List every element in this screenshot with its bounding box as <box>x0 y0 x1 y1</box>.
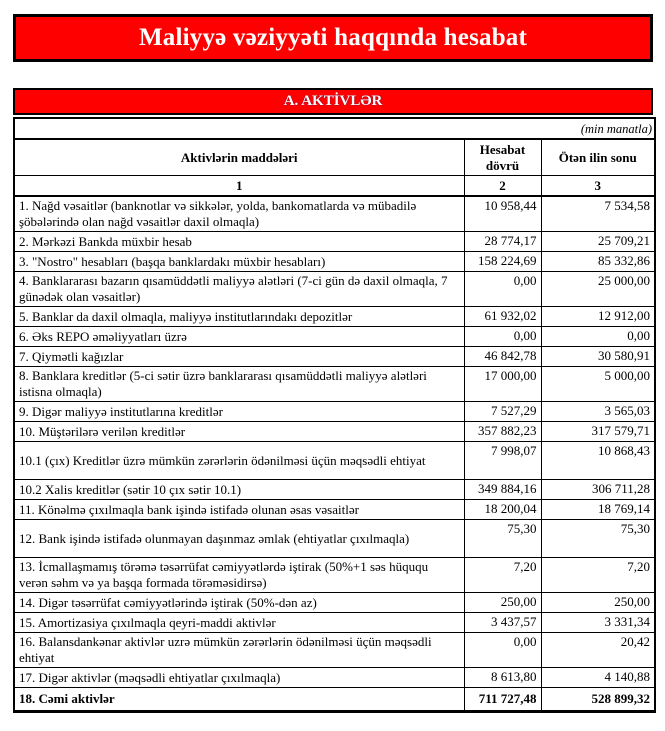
table-row <box>14 327 655 347</box>
row-value-current-period: 7 527,29 <box>464 402 541 422</box>
table-row <box>14 347 655 367</box>
table-row <box>14 252 655 272</box>
row-value-current-period: 28 774,17 <box>464 232 541 252</box>
row-label: 12. Bank işində istifadə olunmayan daşınmaz əmlak (ehtiyatlar çıxılmaqla) <box>14 520 464 558</box>
column-number-2: 2 <box>464 176 541 197</box>
table-row <box>14 558 655 593</box>
table-row <box>14 422 655 442</box>
table-row <box>14 367 655 402</box>
row-value-current-period: 8 613,80 <box>464 668 541 688</box>
row-label: 10.1 (çıx) Kreditlər üzrə mümkün zərərlərin ödənilməsi üçün məqsədli ehtiyat <box>14 442 464 480</box>
row-value-previous-year-end: 306 711,28 <box>541 480 655 500</box>
row-value-current-period: 18 200,04 <box>464 500 541 520</box>
table-row <box>14 593 655 613</box>
header-current-period: Hesabat dövrü <box>464 139 541 176</box>
row-value-current-period: 711 727,48 <box>464 688 541 712</box>
row-label: 1. Nağd vəsaitlər (banknotlar və sikkələr, yolda, bankomatlarda və mübadilə şöbələrində olan nağd vəsaitlər daxil olmaqla) <box>14 196 464 232</box>
row-value-current-period: 158 224,69 <box>464 252 541 272</box>
row-label: 3. "Nostro" hesabları (başqa banklardakı müxbir hesabları) <box>14 252 464 272</box>
row-value-previous-year-end: 85 332,86 <box>541 252 655 272</box>
row-label: 9. Digər maliyyə institutlarına kreditlər <box>14 402 464 422</box>
row-label: 14. Digər təsərrüfat cəmiyyətlərində iştirak (50%-dən az) <box>14 593 464 613</box>
row-label: 15. Amortizasiya çıxılmaqla qeyri-maddi aktivlər <box>14 613 464 633</box>
row-value-previous-year-end: 18 769,14 <box>541 500 655 520</box>
table-row <box>14 480 655 500</box>
table-row <box>14 668 655 688</box>
section-banner-assets <box>13 88 653 115</box>
row-label: 6. Əks REPO əməliyyatları üzrə <box>14 327 464 347</box>
row-value-previous-year-end: 10 868,43 <box>541 442 655 480</box>
section-title: A. AKTİVLƏR <box>283 93 383 109</box>
row-label: 4. Banklararası bazarın qısamüddətli maliyyə alətləri (7-ci gün də daxil olmaqla, 7 günədək olan vəsaitlər) <box>14 272 464 307</box>
header-items-column: Aktivlərin maddələri <box>14 139 464 176</box>
row-value-previous-year-end: 250,00 <box>541 593 655 613</box>
row-value-current-period: 17 000,00 <box>464 367 541 402</box>
assets-table-body <box>14 118 655 712</box>
row-value-current-period: 61 932,02 <box>464 307 541 327</box>
table-header-row <box>14 139 655 176</box>
row-label: 11. Könəlmə çıxılmaqla bank işində istifadə olunan əsas vəsaitlər <box>14 500 464 520</box>
column-number-1: 1 <box>14 176 464 197</box>
row-value-previous-year-end: 317 579,71 <box>541 422 655 442</box>
row-value-previous-year-end: 5 000,00 <box>541 367 655 402</box>
row-value-current-period: 10 958,44 <box>464 196 541 232</box>
row-value-previous-year-end: 3 331,34 <box>541 613 655 633</box>
row-value-previous-year-end: 528 899,32 <box>541 688 655 712</box>
row-value-current-period: 75,30 <box>464 520 541 558</box>
row-value-previous-year-end: 30 580,91 <box>541 347 655 367</box>
table-row <box>14 500 655 520</box>
table-row <box>14 196 655 232</box>
report-page <box>0 14 665 731</box>
table-row <box>14 613 655 633</box>
unit-note-row <box>14 118 655 139</box>
table-row <box>14 232 655 252</box>
row-value-current-period: 357 882,23 <box>464 422 541 442</box>
assets-table <box>13 117 656 713</box>
row-value-current-period: 46 842,78 <box>464 347 541 367</box>
column-number-row <box>14 176 655 197</box>
header-previous-year-end: Ötən ilin sonu <box>541 139 655 176</box>
table-row <box>14 442 655 480</box>
row-value-current-period: 0,00 <box>464 272 541 307</box>
table-row <box>14 272 655 307</box>
row-value-current-period: 3 437,57 <box>464 613 541 633</box>
row-label: 16. Balansdankənar aktivlər uzrə mümkün zərərlərin ödənilməsi üçün məqsədli ehtiyat <box>14 633 464 668</box>
report-title: Maliyyə vəziyyəti haqqında hesabat <box>138 24 528 51</box>
row-label: 2. Mərkəzi Bankda müxbir hesab <box>14 232 464 252</box>
row-value-previous-year-end: 4 140,88 <box>541 668 655 688</box>
row-label: 18. Cəmi aktivlər <box>14 688 464 712</box>
column-number-3: 3 <box>541 176 655 197</box>
row-label: 5. Banklar da daxil olmaqla, maliyyə institutlarındakı depozitlər <box>14 307 464 327</box>
table-row <box>14 307 655 327</box>
row-value-previous-year-end: 25 000,00 <box>541 272 655 307</box>
row-value-current-period: 7,20 <box>464 558 541 593</box>
row-label: 10. Müştərilərə verilən kreditlər <box>14 422 464 442</box>
row-value-previous-year-end: 7 534,58 <box>541 196 655 232</box>
row-label: 10.2 Xalis kreditlər (sətir 10 çıx sətir 10.1) <box>14 480 464 500</box>
table-row <box>14 402 655 422</box>
row-value-previous-year-end: 75,30 <box>541 520 655 558</box>
unit-note: (min manatla) <box>14 118 655 139</box>
report-title-banner <box>13 14 653 62</box>
row-value-previous-year-end: 0,00 <box>541 327 655 347</box>
table-row <box>14 520 655 558</box>
row-value-current-period: 0,00 <box>464 633 541 668</box>
table-row <box>14 633 655 668</box>
row-value-current-period: 7 998,07 <box>464 442 541 480</box>
row-label: 8. Banklara kreditlər (5-ci sətir üzrə banklararası qısamüddətli maliyyə alətləri istisna olmaqla) <box>14 367 464 402</box>
row-value-previous-year-end: 7,20 <box>541 558 655 593</box>
row-value-current-period: 0,00 <box>464 327 541 347</box>
row-label: 17. Digər aktivlər (məqsədli ehtiyatlar çıxılmaqla) <box>14 668 464 688</box>
table-row <box>14 688 655 712</box>
row-value-current-period: 349 884,16 <box>464 480 541 500</box>
row-value-previous-year-end: 3 565,03 <box>541 402 655 422</box>
row-label: 13. İcmallaşmamış törəmə təsərrüfat cəmiyyətlərdə iştirak (50%+1 səs hüququ verən səhm və ya başqa formada törəməsidirsə) <box>14 558 464 593</box>
row-value-current-period: 250,00 <box>464 593 541 613</box>
row-value-previous-year-end: 20,42 <box>541 633 655 668</box>
row-value-previous-year-end: 25 709,21 <box>541 232 655 252</box>
row-label: 7. Qiymətli kağızlar <box>14 347 464 367</box>
row-value-previous-year-end: 12 912,00 <box>541 307 655 327</box>
